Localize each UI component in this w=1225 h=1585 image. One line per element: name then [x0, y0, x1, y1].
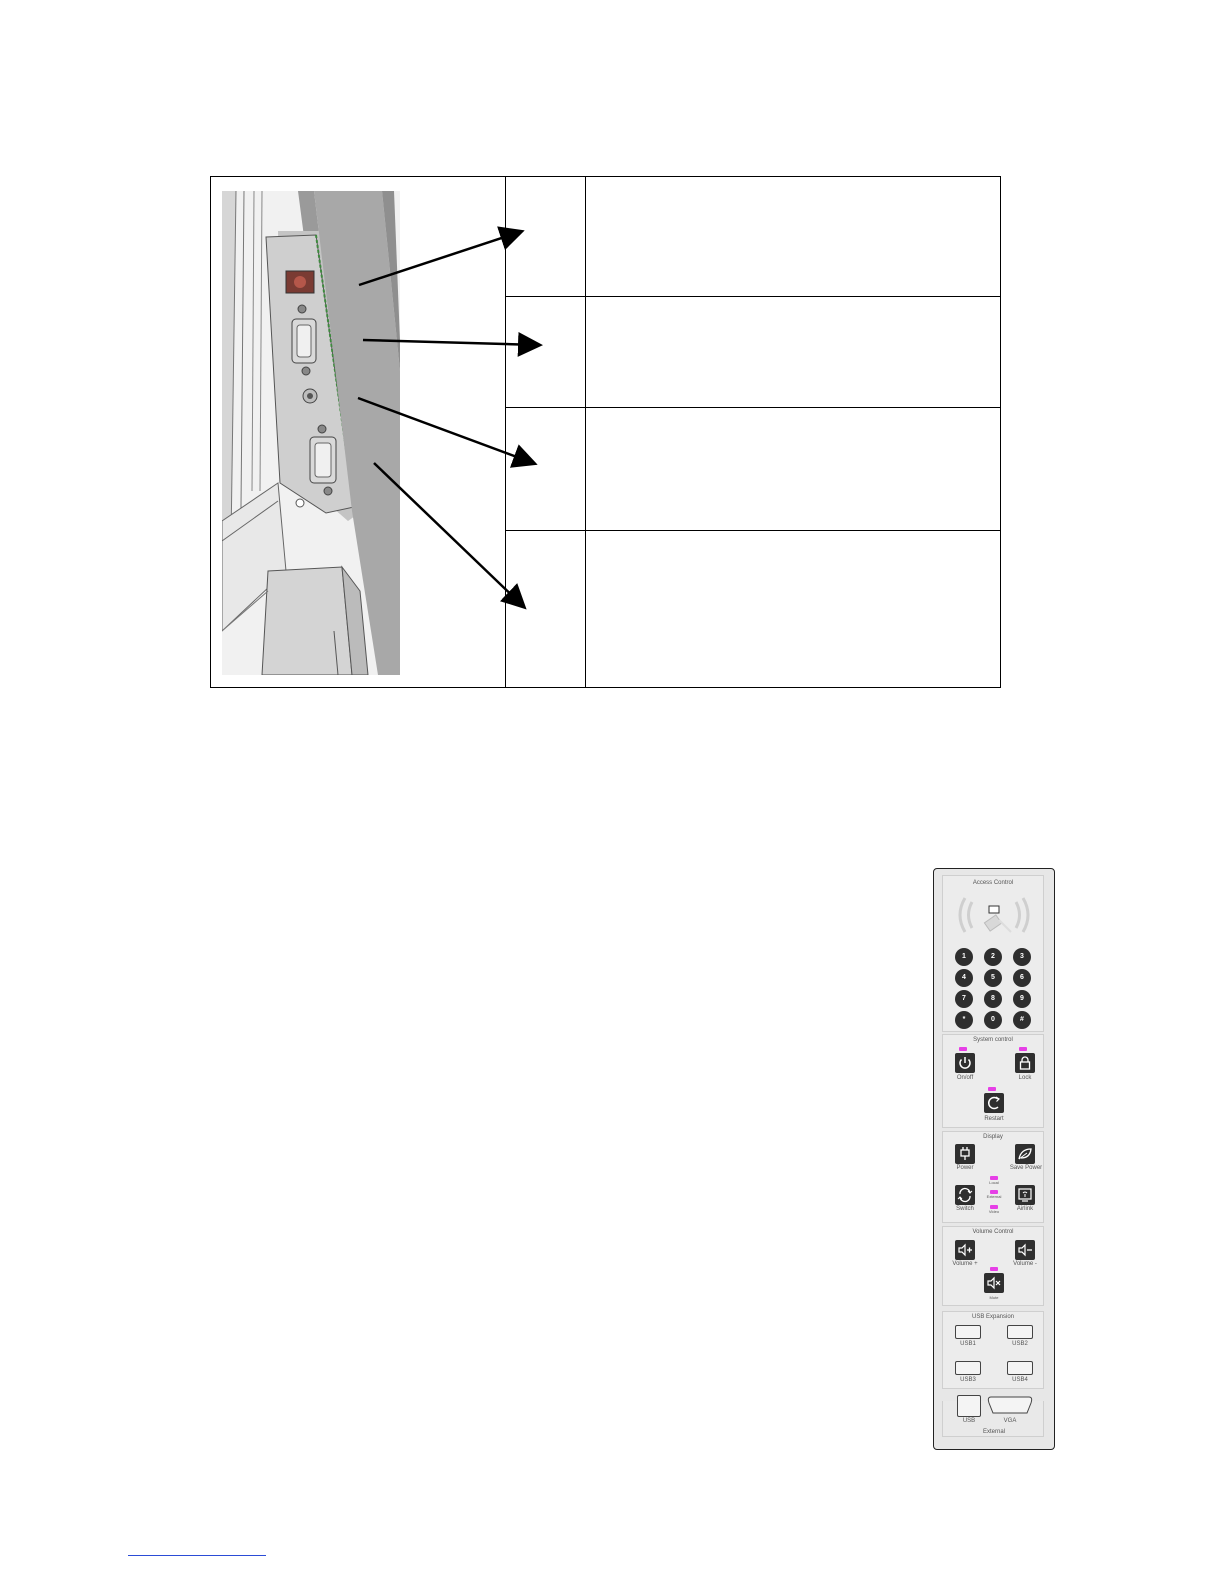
system-control-section — [942, 1034, 1044, 1128]
row-divider — [505, 296, 1000, 297]
volume-down-label: Volume - — [1013, 1261, 1037, 1267]
volume-up-label: Volume + — [952, 1261, 978, 1267]
usb2-label: USB2 — [1012, 1341, 1028, 1347]
lock-label: Lock — [1018, 1075, 1032, 1081]
lock-button[interactable] — [1015, 1053, 1035, 1073]
volume-up-button[interactable] — [955, 1240, 975, 1260]
airlink-icon — [1015, 1185, 1035, 1205]
keypad-key-5[interactable]: 5 — [984, 969, 1002, 987]
display-power-label: Power — [956, 1165, 974, 1171]
mute-icon — [984, 1273, 1004, 1293]
local-led-label: Local — [989, 1180, 999, 1185]
mute-indicator-led — [990, 1267, 998, 1271]
restart-icon — [984, 1093, 1004, 1113]
video-led-label: Video — [988, 1209, 1000, 1214]
on-off-indicator-led — [959, 1047, 967, 1051]
keypad-key-2[interactable]: 2 — [984, 948, 1002, 966]
volume-up-icon — [955, 1240, 975, 1260]
airlink-label: Airlink — [1016, 1206, 1034, 1212]
access-control-title: Access Control — [972, 880, 1014, 886]
restart-label: Restart — [984, 1116, 1004, 1122]
volume-control-section — [942, 1226, 1044, 1306]
keypad-key-8[interactable]: 8 — [984, 990, 1002, 1008]
external-title: External — [973, 1429, 1015, 1435]
usb4-label: USB4 — [1012, 1377, 1028, 1383]
rfid-card-icon — [955, 892, 1033, 938]
external-led-label: External — [986, 1194, 1002, 1199]
on-off-button[interactable] — [955, 1053, 975, 1073]
on-off-label: On/off — [956, 1075, 974, 1081]
external-usb-label: USB — [962, 1418, 976, 1424]
access-control-section — [942, 875, 1044, 1032]
vga-port-icon[interactable] — [985, 1393, 1035, 1417]
airlink-button[interactable] — [1015, 1185, 1035, 1205]
usb3-label: USB3 — [960, 1377, 976, 1383]
keypad-key-6[interactable]: 6 — [1013, 969, 1031, 987]
switch-button[interactable] — [955, 1185, 975, 1205]
volume-down-button[interactable] — [1015, 1240, 1035, 1260]
usb2-port[interactable] — [1007, 1325, 1033, 1339]
mute-button[interactable] — [984, 1273, 1004, 1293]
keypad-key-7[interactable]: 7 — [955, 990, 973, 1008]
display-title: Display — [983, 1134, 1003, 1140]
system-control-title: System control — [973, 1037, 1013, 1043]
column-divider — [585, 177, 586, 687]
lock-indicator-led — [1019, 1047, 1027, 1051]
side-panel-port-photo — [222, 191, 400, 675]
usb1-label: USB1 — [960, 1341, 976, 1347]
vga-label: VGA — [1003, 1418, 1017, 1424]
save-power-button[interactable] — [1015, 1144, 1035, 1164]
usb-expansion-section — [942, 1311, 1044, 1389]
leaf-icon — [1015, 1144, 1035, 1164]
keypad-key-4[interactable]: 4 — [955, 969, 973, 987]
keypad-key-star[interactable]: * — [955, 1011, 973, 1029]
usb1-port[interactable] — [955, 1325, 981, 1339]
plug-icon — [955, 1144, 975, 1164]
control-panel — [933, 868, 1055, 1450]
restart-button[interactable] — [984, 1093, 1004, 1113]
external-usb-port[interactable] — [957, 1395, 981, 1417]
restart-indicator-led — [988, 1087, 996, 1091]
power-icon — [955, 1053, 975, 1073]
save-power-label: Save Power — [1009, 1165, 1043, 1171]
keypad-key-1[interactable]: 1 — [955, 948, 973, 966]
switch-label: Switch — [956, 1206, 974, 1212]
volume-down-icon — [1015, 1240, 1035, 1260]
display-section — [942, 1131, 1044, 1223]
display-power-button[interactable] — [955, 1144, 975, 1164]
row-divider — [505, 407, 1000, 408]
lock-icon — [1015, 1053, 1035, 1073]
keypad-key-9[interactable]: 9 — [1013, 990, 1031, 1008]
keypad-key-0[interactable]: 0 — [984, 1011, 1002, 1029]
usb4-port[interactable] — [1007, 1361, 1033, 1375]
usb3-port[interactable] — [955, 1361, 981, 1375]
keypad-key-hash[interactable]: # — [1013, 1011, 1031, 1029]
usb-expansion-title: USB Expansion — [971, 1314, 1015, 1320]
keypad-key-3[interactable]: 3 — [1013, 948, 1031, 966]
footer-link-underline[interactable] — [128, 1555, 266, 1556]
row-divider — [505, 530, 1000, 531]
external-section — [942, 1401, 1044, 1437]
switch-icon — [955, 1185, 975, 1205]
volume-control-title: Volume Control — [972, 1229, 1014, 1235]
mute-label: Mute — [989, 1295, 999, 1300]
column-divider — [505, 177, 506, 687]
